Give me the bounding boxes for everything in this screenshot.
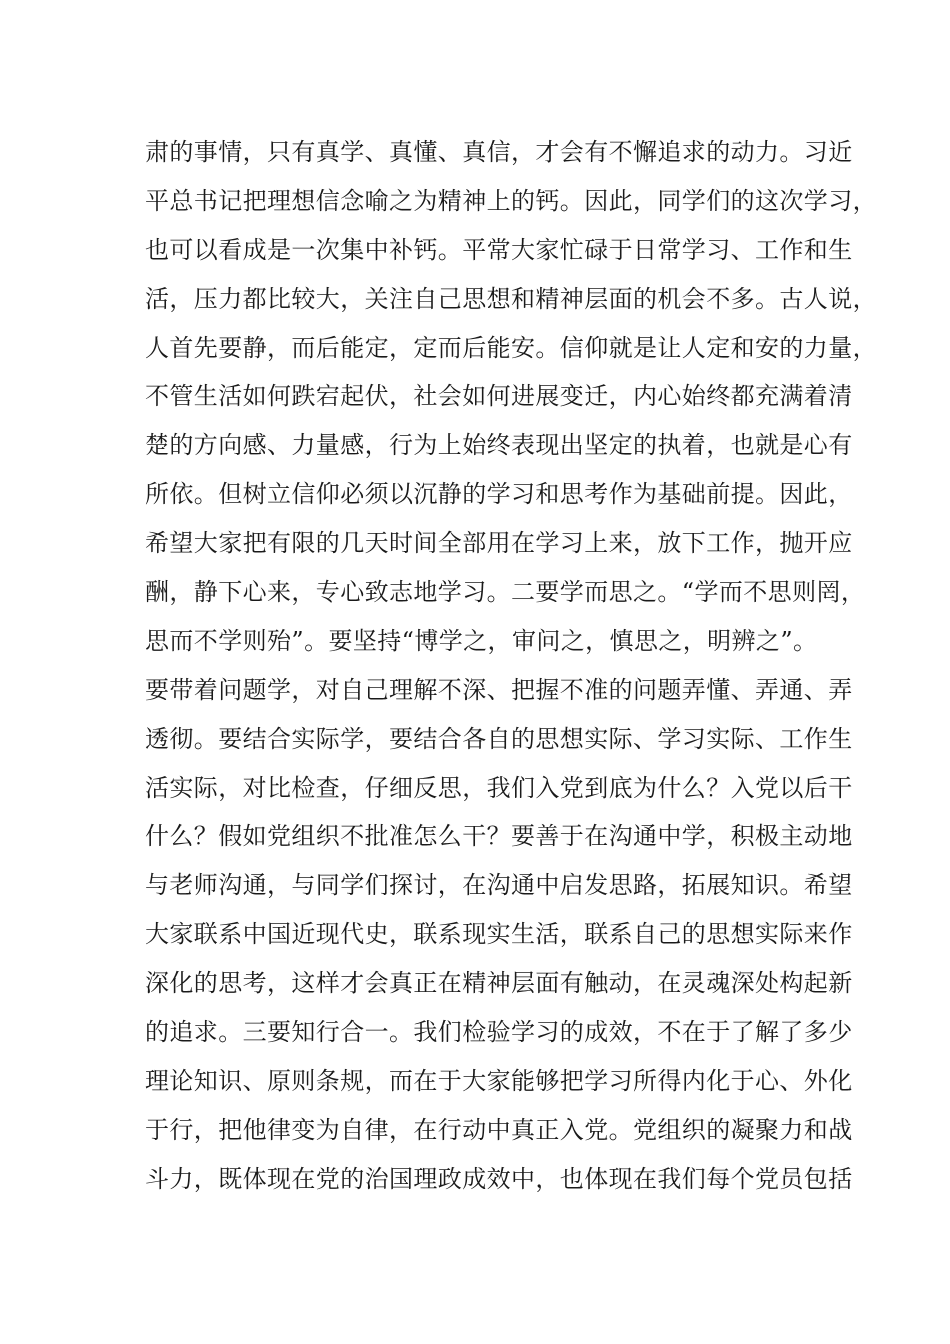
text-line: 所依。但树立信仰必须以沉静的学习和思考作为基础前提。因此， bbox=[145, 480, 853, 509]
text-line: 平总书记把理想信念喻之为精神上的钙。因此，同学们的这次学习， bbox=[145, 186, 877, 215]
text-line: 深化的思考，这样才会真正在精神层面有触动，在灵魂深处构起新 bbox=[145, 969, 853, 998]
text-line: 什么？假如党组织不批准怎么干？要善于在沟通中学，积极主动地 bbox=[145, 822, 853, 851]
text-line: 理论知识、原则条规，而在于大家能够把学习所得内化于心、外化 bbox=[145, 1066, 853, 1095]
text-line: 大家联系中国近现代史，联系现实生活，联系自己的思想实际来作 bbox=[145, 920, 853, 949]
text-line: 与老师沟通，与同学们探讨，在沟通中启发思路，拓展知识。希望 bbox=[145, 871, 853, 900]
text-line: 楚的方向感、力量感，行为上始终表现出坚定的执着，也就是心有 bbox=[145, 431, 853, 460]
body-paragraph bbox=[145, 128, 877, 1204]
text-line: 于行，把他律变为自律，在行动中真正入党。党组织的凝聚力和战 bbox=[145, 1115, 853, 1144]
text-line: 斗力，既体现在党的治国理政成效中，也体现在我们每个党员包括 bbox=[145, 1164, 853, 1193]
text-line: 不管生活如何跌宕起伏，社会如何进展变迁，内心始终都充满着清 bbox=[145, 382, 853, 411]
text-line: 思而不学则殆”。要坚持“博学之，审问之，慎思之，明辨之”。 bbox=[145, 626, 818, 655]
text-line: 酬，静下心来，专心致志地学习。二要学而思之。“学而不思则罔， bbox=[145, 578, 866, 607]
text-line: 透彻。要结合实际学，要结合各自的思想实际、学习实际、工作生 bbox=[145, 724, 853, 753]
text-line: 要带着问题学，对自己理解不深、把握不准的问题弄懂、弄通、弄 bbox=[145, 675, 853, 704]
text-line: 活，压力都比较大，关注自己思想和精神层面的机会不多。古人说， bbox=[145, 284, 877, 313]
text-line: 肃的事情，只有真学、真懂、真信，才会有不懈追求的动力。习近 bbox=[145, 138, 853, 166]
text-line: 也可以看成是一次集中补钙。平常大家忙碌于日常学习、工作和生 bbox=[145, 235, 853, 264]
text-line: 希望大家把有限的几天时间全部用在学习上来，放下工作，抛开应 bbox=[145, 529, 853, 558]
text-line: 活实际，对比检查，仔细反思，我们入党到底为什么？入党以后干 bbox=[145, 773, 853, 802]
text-line: 的追求。三要知行合一。我们检验学习的成效，不在于了解了多少 bbox=[145, 1018, 853, 1047]
text-line: 人首先要静，而后能定，定而后能安。信仰就是让人定和安的力量， bbox=[145, 333, 877, 362]
